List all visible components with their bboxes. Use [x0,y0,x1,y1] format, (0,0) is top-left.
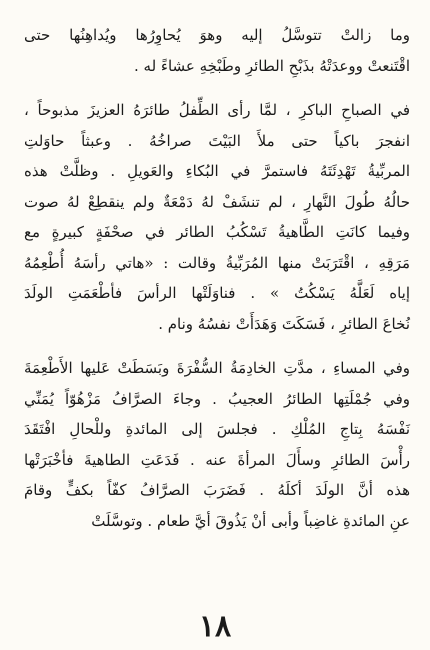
text-line: رأْسَ الطائرِ وسأَلَ المرأةَ عنه . فَدَعَتِ الطاهيةَ فأخْبَرَتْها [24,450,410,469]
text-line: عنِ المائدةِ غاضِباً وأبى أنْ يَذُوقَ أيَّ طعام . وتوسَّلَتْ [91,511,410,530]
text-line: وفيما كانَتِ الطَّاهيةُ تَسْكُبُ الطائر في صحْفَةٍ كبيرةٍ مع [24,223,410,241]
text-line: مَرَقِهِ ، اقْتَرَبَتْ منها المُرَبِّيةُ وقالت : «هاتي رأسَهُ أُطْعِمُهُ [24,253,410,272]
text-line: اقْتَنعتْ ووعدَتْهُ بذَبْحِ الطائرِ وطَبْخِهِ عشاءً له . [134,56,410,75]
paragraph [24,353,410,536]
text-line: وما زالتْ تتوسَّلُ إليه وهوَ يُحاوِرُها ويُداهِنُها حتى [24,26,410,44]
text-line: هذه أنَّ الولَدَ أكلَهُ . فَضَرَبَ الصرَّافُ كفّاً بكفٍّ وقامَ [24,481,410,499]
text-line: إياه لَعَلَّهُ يَسْكُتُ » . فناوَلَتْها الرأسَ فأطْعَمَتِ الولَدَ [24,284,410,302]
text-line: وفي جُمْلَتِها الطائرُ العجيبُ . وجاءَ الصرَّافُ مَزْهُوّاً يُمَنِّي [24,389,410,408]
text-line: نُخاعَ الطائرِ ، فَسَكَتَ وَهَدَأَتْ نفسُهُ ونام . [158,314,410,333]
paragraph [24,95,410,339]
text-line: انفجرَ باكياً حتى ملأَ البَيْتَ صراخُهُ . وعبثاً حاوَلتِ [24,131,410,150]
text-line: حالُهُ طُولَ النَّهارِ ، لم تنشَفْ لهُ دَمْعَةٌ ولم ينقطِعْ لهُ صوت [24,192,410,211]
text-line: نَفْسَهُ بِتاجِ المُلْكِ . فجلسَ إلى المائدةِ وللْحالِ افْتَقَدَ [24,420,410,438]
paragraph [24,20,410,81]
body-text [24,20,410,536]
text-line: وفي المساءِ ، مدَّتِ الخادِمَةُ السُّفْرَةَ وبَسَطَتْ عَليها الأَطْعِمَةَ [24,359,410,377]
page-number: ١٨ [198,609,232,644]
text-line: المربِّيةُ تَهْدِئَتَهُ فاستمرَّ في البُكاءِ والعَويلِ . وظلَّتْ هذه [24,162,410,180]
text-line: في الصباحِ الباكرِ ، لمَّا رأى الطِّفلُ طائرَهُ العزيزَ مذبوحاً ، [24,101,410,119]
